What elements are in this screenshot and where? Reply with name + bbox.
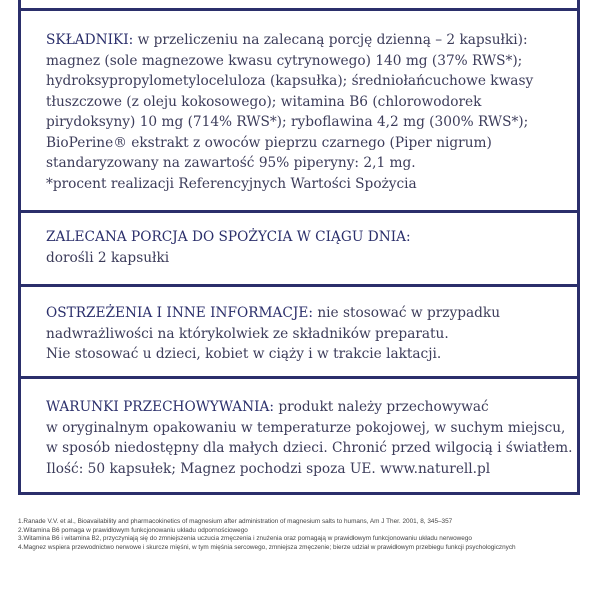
ingredients-line: standaryzowany na zawartość 95% piperyny: 2,1 mg. <box>46 155 416 171</box>
warnings-section <box>18 284 580 376</box>
ingredients-line: magnez (sole magnezowe kwasu cytrynowego) 140 mg (37% RWS*); <box>46 52 523 69</box>
footnote-item: 4.Magnez wspiera przewodnictwo nerwowe i skurcze mięśni, w tym mięśnia sercowego, zmniejsza zmęczenie; bierze udział w prawidłowym przebiegu funkcji psychologicznych <box>18 543 516 551</box>
warnings-line: OSTRZEŻENIA I INNE INFORMACJE: nie stosować w przypadku <box>46 305 501 321</box>
ingredients-line: tłuszczowe (z oleju kokosowego); witamina B6 (chlorowodorek <box>46 93 482 110</box>
storage-line: w sposób niedostępny dla małych dzieci. Chronić przed wilgocią i światłem. <box>46 440 573 456</box>
ingredients-section <box>18 8 580 210</box>
storage-line: w oryginalnym opakowaniu w temperaturze pokojowej, w suchym miejscu, <box>46 419 566 436</box>
ingredients-line: SKŁADNIKI: w przeliczeniu na zalecaną porcję dzienną – 2 kapsułki): <box>46 32 528 48</box>
ingredients-line: hydroksypropylometyloceluloza (kapsułka); średniołańcuchowe kwasy <box>46 73 534 89</box>
storage-heading: WARUNKI PRZECHOWYWANIA: <box>46 399 274 415</box>
dosage-heading: ZALECANA PORCJA DO SPOŻYCIA W CIĄGU DNIA: <box>46 229 411 245</box>
footnote-item: 3.Witamina B6 i witamina B2, przyczyniają się do zmniejszenia uczucia zmęczenia i znużenia oraz pomagają w prawidłowym funkcjonowaniu układu nerwowego <box>18 535 472 543</box>
dosage-section <box>18 210 580 284</box>
storage-line: WARUNKI PRZECHOWYWANIA: produkt należy przechowywać <box>46 399 489 415</box>
storage-section <box>18 376 580 495</box>
warnings-line: nadwrażliwości na którykolwiek ze składników preparatu. <box>46 325 449 342</box>
dosage-line: dorośli 2 kapsułki <box>46 249 170 266</box>
storage-line: Ilość: 50 kapsułek; Magnez pochodzi spoza UE. www.naturell.pl <box>46 460 491 477</box>
ingredients-footnote: *procent realizacji Referencyjnych Wartości Spożycia <box>46 175 417 192</box>
warnings-line: Nie stosować u dzieci, kobiet w ciąży i w trakcie laktacji. <box>46 346 442 362</box>
footnote-item: 2.Witamina B6 pomaga w prawidłowym funkcjonowaniu układu odpornościowego <box>18 526 248 534</box>
ingredients-line: BioPerine® ekstrakt z owoców pieprzu czarnego (Piper nigrum) <box>46 134 492 151</box>
footnote-item: 1.Ranade V.V. et al., Bioavailability and pharmacokinetics of magnesium after administration of magnesium salts to humans, Am J Ther. 2001, 8, 345–357 <box>18 518 453 525</box>
ingredients-heading: SKŁADNIKI: <box>46 32 134 48</box>
footnotes <box>18 518 583 552</box>
ingredients-line: pirydoksyny) 10 mg (714% RWS*); ryboflawina 4,2 mg (300% RWS*); <box>46 114 529 130</box>
warnings-heading: OSTRZEŻENIA I INNE INFORMACJE: <box>46 305 313 321</box>
